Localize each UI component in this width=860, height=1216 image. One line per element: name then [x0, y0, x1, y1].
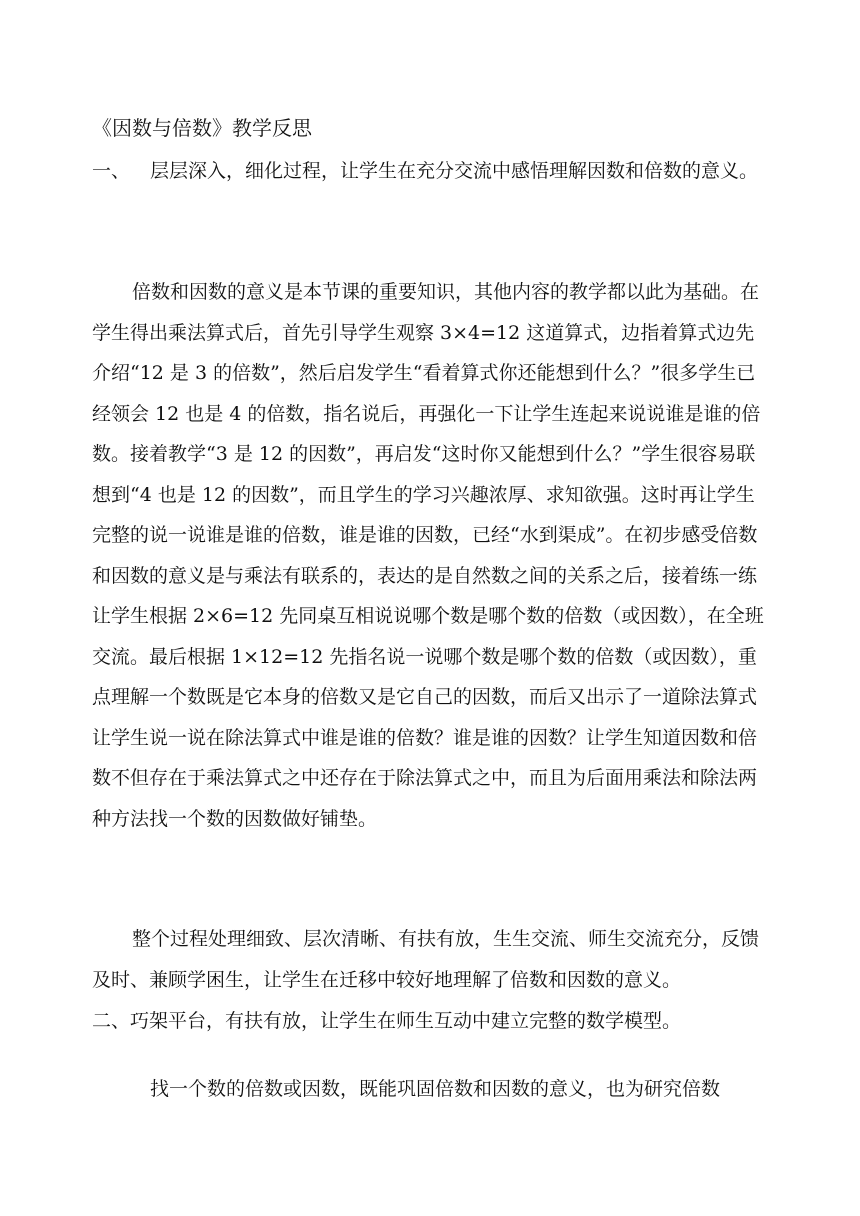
paragraph-2: 整个过程处理细致、层次清晰、有扶有放，生生交流、师生交流充分，反馈及时、兼顾学困生，让学生在迁移中较好地理解了倍数和因数的意义。	[92, 928, 760, 991]
paragraph-1: 倍数和因数的意义是本节课的重要知识，其他内容的教学都以此为基础。在学生得出乘法算式后，首先引导学生观察 3×4=12 这道算式，边指着算式边先介绍“12 是 3 的倍数”，然后启发学生“看着算式你还能想到什么？”很多学生已经领会 12 也是 4 的倍数，指名说后，再强化一下让学生连起来说说谁是谁的倍数。接着教学“3 是 12 的因数”，再启发“这时你又能想到什么？”学生很容易联想到“4 也是 12 的因数”，而且学生的学习兴趣浓厚、求知欲强。这时再让学生完整的说一说谁是谁的倍数，谁是谁的因数，已经“水到渠成”。在初步感受倍数和因数的意义是与乘法有联系的，表达的是自然数之间的关系之后，接着练一练让学生根据 2×6=12 先同桌互相说说哪个数是哪个数的倍数（或因数），在全班交流。最后根据 1×12=12 先指名说一说哪个数是哪个数的倍数（或因数），重点理解一个数既是它本身的倍数又是它自己的因数，而后又出示了一道除法算式让学生说一说在除法算式中谁是谁的倍数？谁是谁的因数？让学生知道因数和倍数不但存在于乘法算式之中还存在于除法算式之中，而且为后面用乘法和除法两种方法找一个数的因数做好铺垫。	[92, 281, 764, 830]
paragraph-3: 找一个数的倍数或因数，既能巩固倍数和因数的意义，也为研究倍数	[150, 1078, 721, 1100]
section-2-heading: 二、巧架平台，有扶有放，让学生在师生互动中建立完整的数学模型。	[92, 1010, 682, 1032]
section-1-number: 一、	[92, 160, 131, 182]
section-1-text: 层层深入，细化过程，让学生在充分交流中感悟理解因数和倍数的意义。	[150, 160, 759, 182]
document-title: 《因数与倍数》教学反思	[92, 116, 312, 140]
section-1-heading	[92, 151, 772, 192]
